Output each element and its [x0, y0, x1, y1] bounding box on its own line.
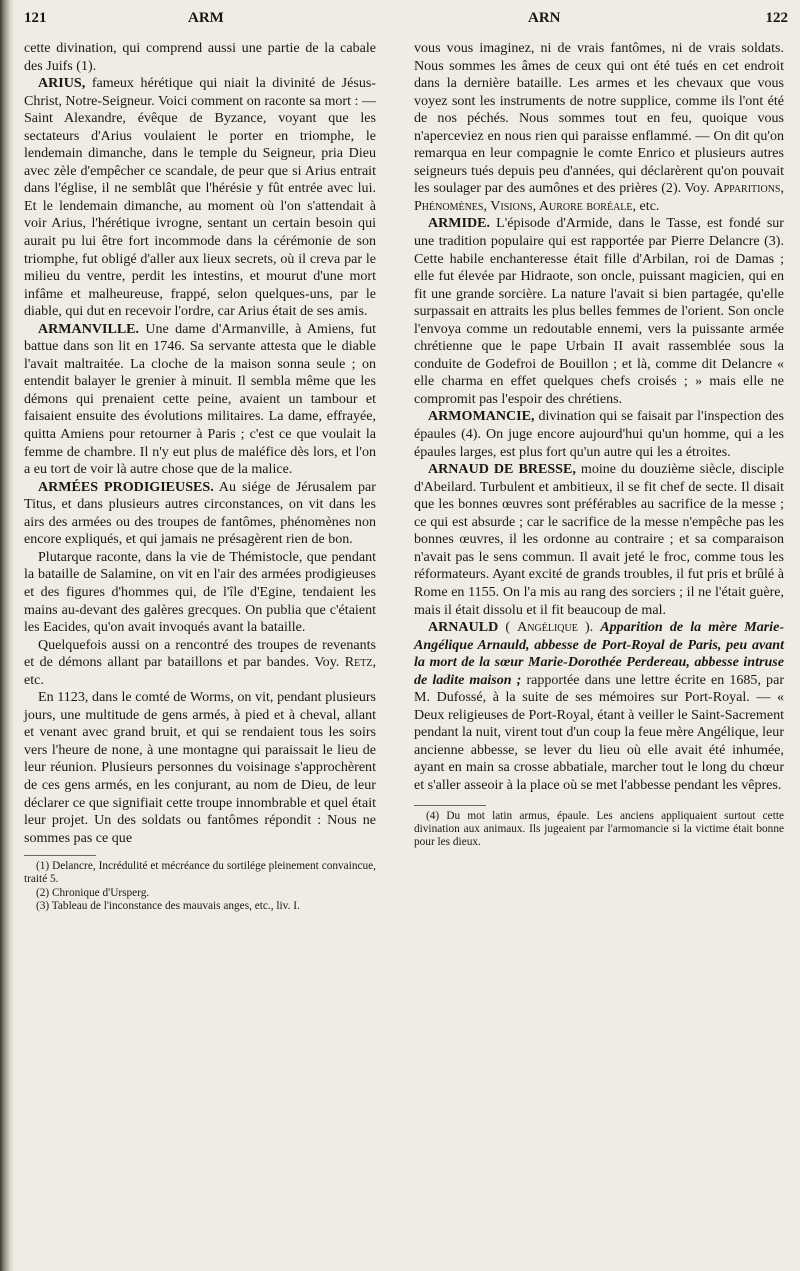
entry-armees-prodigieuses: ARMÉES PRODIGIEUSES. Au siége de Jérusalem par Titus, et dans plusieurs autres circonstances, on vit dans les airs des armées ou des troupes de fantômes, phénomènes non encore expliqués, et qui jamais ne présagèrent rien de bon. — [24, 478, 376, 548]
paragraph-worms-continued: vous vous imaginez, ni de vrais fantômes, ni de vrais soldats. Nous sommes les âmes de ceux qui ont été tués en cet endroit dans la dernière bataille. Les armes et les chevaux que vous voyez sont les instruments de notre supplice, comme ils l'ont été de nos péchés. Nous sommes tout en feu, quoique vous n'aperceviez en nous rien qui paraisse enflammé. — On dit qu'on remarqua en leur compagnie le comte Enrico et plusieurs autres seigneurs tués depuis peu d'années, qui déclarèrent qu'on pouvait les soulager par des aumônes et des prières (2). Voy. Apparitions, Phénomènes, Visions, Aurore boréale, etc. — [414, 40, 784, 214]
right-running-head: ARN — [528, 10, 561, 26]
footnote-4: (4) Du mot latin armus, épaule. Les anciens appliquaient surtout cette divination aux animaux. Ils jugeaient par l'armomancie si la victime était bonne pour les dieux. — [414, 809, 784, 848]
entry-title-italic: Apparition de la mère Marie-Angélique Arnauld, abbesse de Port-Royal de Paris, peu avant la mort de la sœur Marie-Dorothée Perdereau, abbesse intruse de ladite maison ; — [414, 619, 785, 688]
entry-armomancie: ARMOMANCIE, divination qui se faisait par l'inspection des épaules (4). On juge encore aujourd'hui qu'un homme, qui a les épaules larges, est plus fort qu'un autre qui les a étroites. — [414, 408, 784, 460]
left-page-number: 121 — [24, 10, 47, 26]
entry-armide: ARMIDE. L'épisode d'Armide, dans le Tasse, est fondé sur une tradition populaire qui est rapportée par Pierre Delancre (3). Cette habile enchanteresse était fille d'Arbilan, roi de Damas ; elle fut élevée par Hidraote, son oncle, puissant magicien, qui en fit une grande sorcière. La nature l'avait si bien partagée, qu'elle surpassait en attraits les plus belles femmes de l'orient. Son oncle l'envoya comme un redoutable ennemi, vers la puissante armée chrétienne que le pape Urbain II avait rassemblée sous la conduite de Godefroi de Bouillon ; et là, comme dit Delancre « elle charma en effet quelques chefs croisés ; » mais elle ne compromit pas l'espoir des chrétiens. — [414, 215, 784, 407]
footnote-divider — [414, 805, 486, 806]
right-column — [414, 40, 784, 849]
footnote-3: (3) Tableau de l'inconstance des mauvais anges, etc., liv. I. — [36, 899, 300, 912]
paragraph-plutarque: Plutarque raconte, dans la vie de Thémistocle, que pendant la bataille de Salamine, on vit en l'air des armées prodigieuses et des figures d'hommes qui, de l'île d'Egine, tendaient les mains au-devant des galères grecques. On publia que c'étaient les Eacides, qu'on avait invoqués avant la bataille. — [24, 548, 376, 636]
entry-keyword: ARMANVILLE. — [38, 320, 140, 337]
paragraph-divination-continued: cette divination, qui comprend aussi une partie de la cabale des Juifs (1). — [24, 40, 376, 74]
entry-arnauld-angelique: ARNAULD ( Angélique ). Apparition de la mère Marie-Angélique Arnauld, abbesse de Port-Royal de Paris, peu avant la mort de la sœur Marie-Dorothée Perdereau, abbesse intruse de ladite maison ; rapportée dans une lettre écrite en 1685, par M. Dufossé, à la suite de ses mémoires sur Port-Royal. — « Deux religieuses de Port-Royal, étant à veiller le Saint-Sacrement pendant la nuit, virent tout d'un coup la feue mère Angélique, leur ancienne abbesse, se lever du lieu où elle avait été inhumée, ayant en main sa crosse abbatiale, marcher tout le long du chœur et s'aller asseoir à la place où se met l'abbesse pendant les vêpres. — [414, 619, 785, 793]
cross-reference: Retz — [344, 654, 373, 671]
entry-keyword: ARIUS, — [38, 75, 86, 92]
right-page-number: 122 — [765, 10, 788, 26]
entry-keyword: ARMÉES PRODIGIEUSES. — [38, 478, 214, 495]
entry-arius: ARIUS, fameux hérétique qui niait la divinité de Jésus-Christ, Notre-Seigneur. Voici comment on raconte sa mort : — Saint Alexandre, évêque de Byzance, voyant que les sectateurs d'Arius voulaient le porter en triomphe, le lendemain dimanche, dans le temple du Seigneur, pria Dieu avec zèle d'empêcher ce scandale, de peur que si Arius entrait dans l'église, il ne semblât que l'hérésie y fût entrée avec lui. Et le lendemain dimanche, au moment où l'on s'attendait à voir Arius, l'hérétique ivrogne, sentant un certain besoin qui aurait pu lui être fort incommode dans la cérémonie de son triomphe, fut obligé d'aller aux lieux secrets, où il creva par le milieu du ventre, perdit les intestins, et mourut d'une mort infâme et malheureuse, frappé, selon quelques-uns, par le diable, qui dut en recevoir l'ordre, car Arius était de ses amis. — [24, 75, 376, 320]
book-binding-edge — [0, 0, 14, 1271]
entry-keyword: ARNAUD DE BRESSE, — [428, 461, 576, 478]
footnote-divider — [24, 855, 96, 856]
left-column — [24, 40, 376, 913]
entry-subname: Angélique — [517, 619, 578, 636]
page-header — [24, 10, 788, 34]
cross-reference: Apparitions, Phénomènes, Visions, Aurore boréale — [414, 180, 784, 214]
footnote-1: (1) Delancre, Incrédulité et mécréance du sortilége pleinement convaincue, traité 5. — [24, 860, 376, 886]
paragraph-worms: En 1123, dans le comté de Worms, on vit, pendant plusieurs jours, une multitude de gens armés, à pied et à cheval, allant et venant avec grand bruit, et qui se rendaient tous les soirs vers l'heure de none, à une montagne qui paraissait le lieu de leur réunion. Plusieurs personnes du voisinage s'approchèrent de ces gens armés, en les conjurant, au nom de Dieu, de leur déclarer ce que signifiait cette troupe innombrable et quel était leur projet. Un des soldats ou fantômes répondit : Nous ne sommes pas ce que — [24, 689, 376, 846]
entry-keyword: ARNAULD — [428, 619, 499, 636]
left-running-head: ARM — [188, 10, 224, 26]
entry-keyword: ARMIDE. — [428, 215, 491, 232]
footnote-2: (2) Chronique d'Ursperg. — [36, 886, 150, 899]
entry-arnaud-de-bresse: ARNAUD DE BRESSE, moine du douzième siècle, disciple d'Abeilard. Turbulent et ambitieux, il se fit chef de secte. Il disait que les bonnes œuvres sont préférables au sacrifice de la messe ; ce qui est absurde ; car le sacrifice de la messe n'empêche pas les bonnes œuvres, il les ordonne au contraire ; et sa comparaison n'avait pas le sens commun. Il avait jeté le froc, comme tous les réformateurs. Ayant excité de grands troubles, il fut pris et brûlé à Rome en 1155. On l'a mis au rang des sorciers ; il ne l'était guère, mais il était dissolu et il fit beaucoup de mal. — [414, 461, 785, 618]
entry-armanville: ARMANVILLE. Une dame d'Armanville, à Amiens, fut battue dans son lit en 1746. Sa servante attesta que le diable l'avait maltraitée. La cloche de la maison sonna seule ; on entendit balayer le grenier à minuit. Il sembla même que les démons qui prenaient cette peine, avaient un tambour et faisaient ensuite des évolutions militaires. La dame, effrayée, quitta Amiens pour retourner à Paris ; c'est ce que voulait la femme de chambre. Il n'y eut plus de maléfice dès lors, et l'on a eu tort de voir là autre chose que de la malice. — [24, 320, 376, 478]
paragraph-revenants: Quelquefois aussi on a rencontré des troupes de revenants et de démons allant par bataillons et par bandes. Voy. Retz, etc. — [24, 636, 376, 688]
entry-keyword: ARMOMANCIE, — [428, 408, 535, 425]
